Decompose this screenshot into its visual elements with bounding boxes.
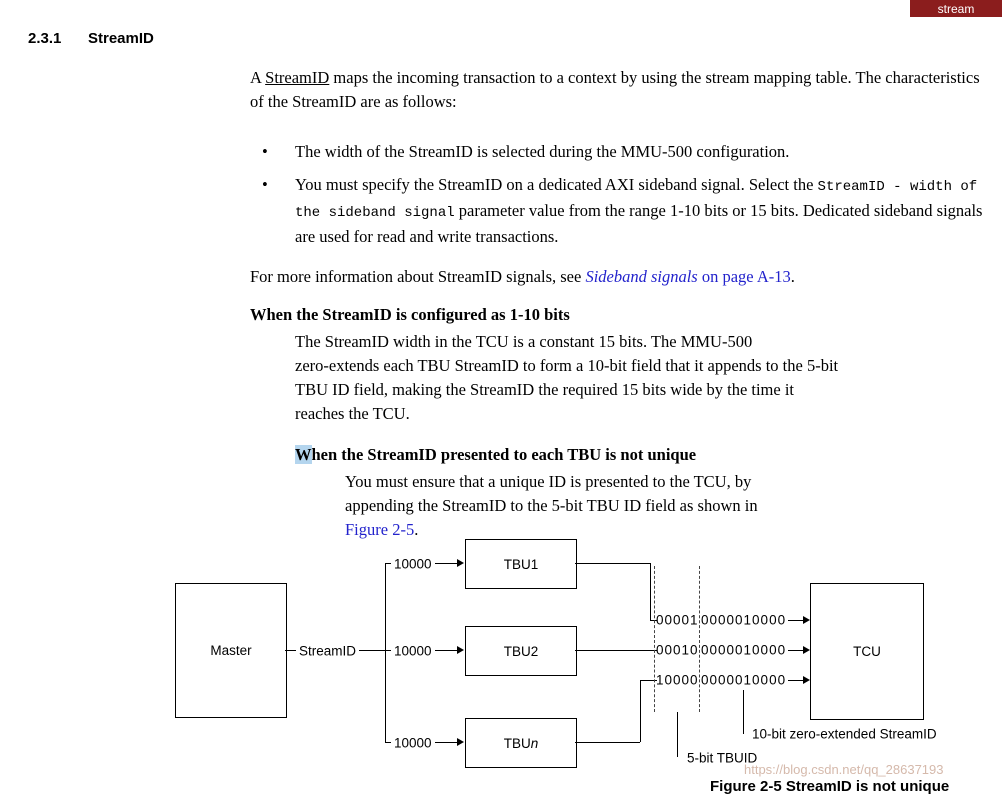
tbuid-bits: 10000: [656, 672, 699, 688]
section-heading: [28, 30, 154, 47]
config-section-body: [295, 330, 990, 426]
heading-rest: hen the StreamID presented to each TBU is not unique: [311, 445, 697, 464]
body-line: zero-extends each TBU StreamID to form a 10-bit field that it appends to the 5-bit: [295, 356, 839, 375]
stream-value-row: [656, 643, 786, 658]
streamid-bits: 0000010000: [701, 612, 787, 628]
connector-line: [650, 563, 651, 620]
arrowhead-icon: [457, 646, 464, 654]
tbuid-callout-label: 5-bit TBUID: [687, 750, 758, 766]
section-title: StreamID: [88, 30, 154, 47]
intro-pre-text: A: [250, 68, 266, 87]
bullet-dot: •: [262, 142, 268, 161]
tbu1-box: [465, 539, 577, 589]
csdn-watermark: https://blog.csdn.net/qq_28637193: [744, 762, 944, 777]
body-line: The StreamID width in the TCU is a constant 15 bits. The MMU-500: [295, 332, 753, 351]
callout-line: [743, 690, 744, 734]
page-ref-link[interactable]: on page A-13: [697, 267, 791, 286]
connector-line: [788, 680, 803, 681]
selected-text: W: [295, 445, 312, 464]
stream-value-row: [656, 673, 786, 688]
more-info-paragraph: [250, 265, 990, 289]
tbu1-label: TBU1: [503, 556, 539, 572]
streamid-bits: 0000010000: [701, 642, 787, 658]
section-number: 2.3.1: [28, 30, 62, 47]
connector-line: [788, 620, 803, 621]
bullet-dot: •: [262, 175, 268, 194]
connector-line: [575, 650, 657, 651]
branch-value-label: 10000: [391, 557, 435, 572]
search-highlight-badge[interactable]: stream: [910, 0, 1002, 17]
arrowhead-icon: [803, 676, 810, 684]
master-box: [175, 583, 287, 718]
bullet-item-sideband: [250, 173, 990, 249]
bullet-item-width: [250, 140, 990, 164]
connector-line: [575, 563, 651, 564]
figure-2-5-link[interactable]: Figure 2-5: [345, 520, 415, 539]
sideband-signals-link[interactable]: Sideband signals: [585, 267, 698, 286]
bullet-text-pre: You must specify the StreamID on a dedicated AXI sideband signal. Select the: [295, 175, 818, 194]
figure-caption: Figure 2-5 StreamID is not unique: [710, 778, 950, 795]
callout-line: [677, 712, 678, 757]
body-line: You must ensure that a unique ID is presented to the TCU, by: [345, 472, 752, 491]
intro-paragraph: [250, 66, 990, 114]
branch-value-label: 10000: [391, 644, 435, 659]
field-separator-dashed-line: [699, 566, 700, 712]
tbu2-label: TBU2: [503, 643, 539, 659]
body-line: TBU ID field, making the StreamID the required 15 bits wide by the time it: [295, 380, 795, 399]
arrowhead-icon: [803, 646, 810, 654]
master-label: Master: [210, 643, 252, 658]
config-section-heading: When the StreamID is configured as 1-10 bits: [250, 305, 570, 324]
connector-line: [575, 742, 640, 743]
period: .: [414, 520, 419, 539]
connector-line: [788, 650, 803, 651]
bullet-text-post: parameter value from the range 1-10 bits or 15 bits. Dedicated sideband signals are used for read and write transactions.: [295, 201, 983, 246]
branch-trunk-line: [385, 563, 386, 743]
body-line: appending the StreamID to the 5-bit TBU ID field as shown in: [345, 496, 758, 515]
arrowhead-icon: [803, 616, 810, 624]
bullet-text: The width of the StreamID is selected during the MMU-500 configuration.: [295, 142, 790, 161]
stream-value-row: [656, 613, 786, 628]
body-line: reaches the TCU.: [295, 404, 410, 423]
intro-post-text: maps the incoming transaction to a context by using the stream mapping table. The characteristics of the StreamID are as follows:: [250, 68, 980, 111]
figure-2-5-diagram: [0, 530, 1002, 796]
unique-section-heading: [295, 443, 990, 467]
connector-line: [640, 680, 641, 742]
tcu-box: [810, 583, 924, 720]
streamid-bits: 0000010000: [701, 672, 787, 688]
more-info-text: For more information about StreamID signals, see: [250, 267, 586, 286]
tbu2-box: [465, 626, 577, 676]
parameter-name-code: StreamID - width of the sideband signal: [295, 179, 978, 221]
tbuid-bits: 00010: [656, 642, 699, 658]
branch-value-label: 10000: [391, 736, 435, 751]
streamid-signal-label: StreamID: [296, 644, 359, 659]
arrowhead-icon: [457, 738, 464, 746]
tbuid-bits: 00001: [656, 612, 699, 628]
body-content: [250, 66, 990, 542]
streamid-glossary-link[interactable]: StreamID: [265, 68, 330, 87]
streamid-callout-label: 10-bit zero-extended StreamID: [752, 726, 937, 742]
tbun-label: TBUn: [503, 735, 539, 751]
tcu-label: TCU: [853, 644, 881, 659]
period: .: [790, 267, 795, 286]
field-separator-dashed-line: [654, 566, 655, 712]
tbun-box: [465, 718, 577, 768]
arrowhead-icon: [457, 559, 464, 567]
